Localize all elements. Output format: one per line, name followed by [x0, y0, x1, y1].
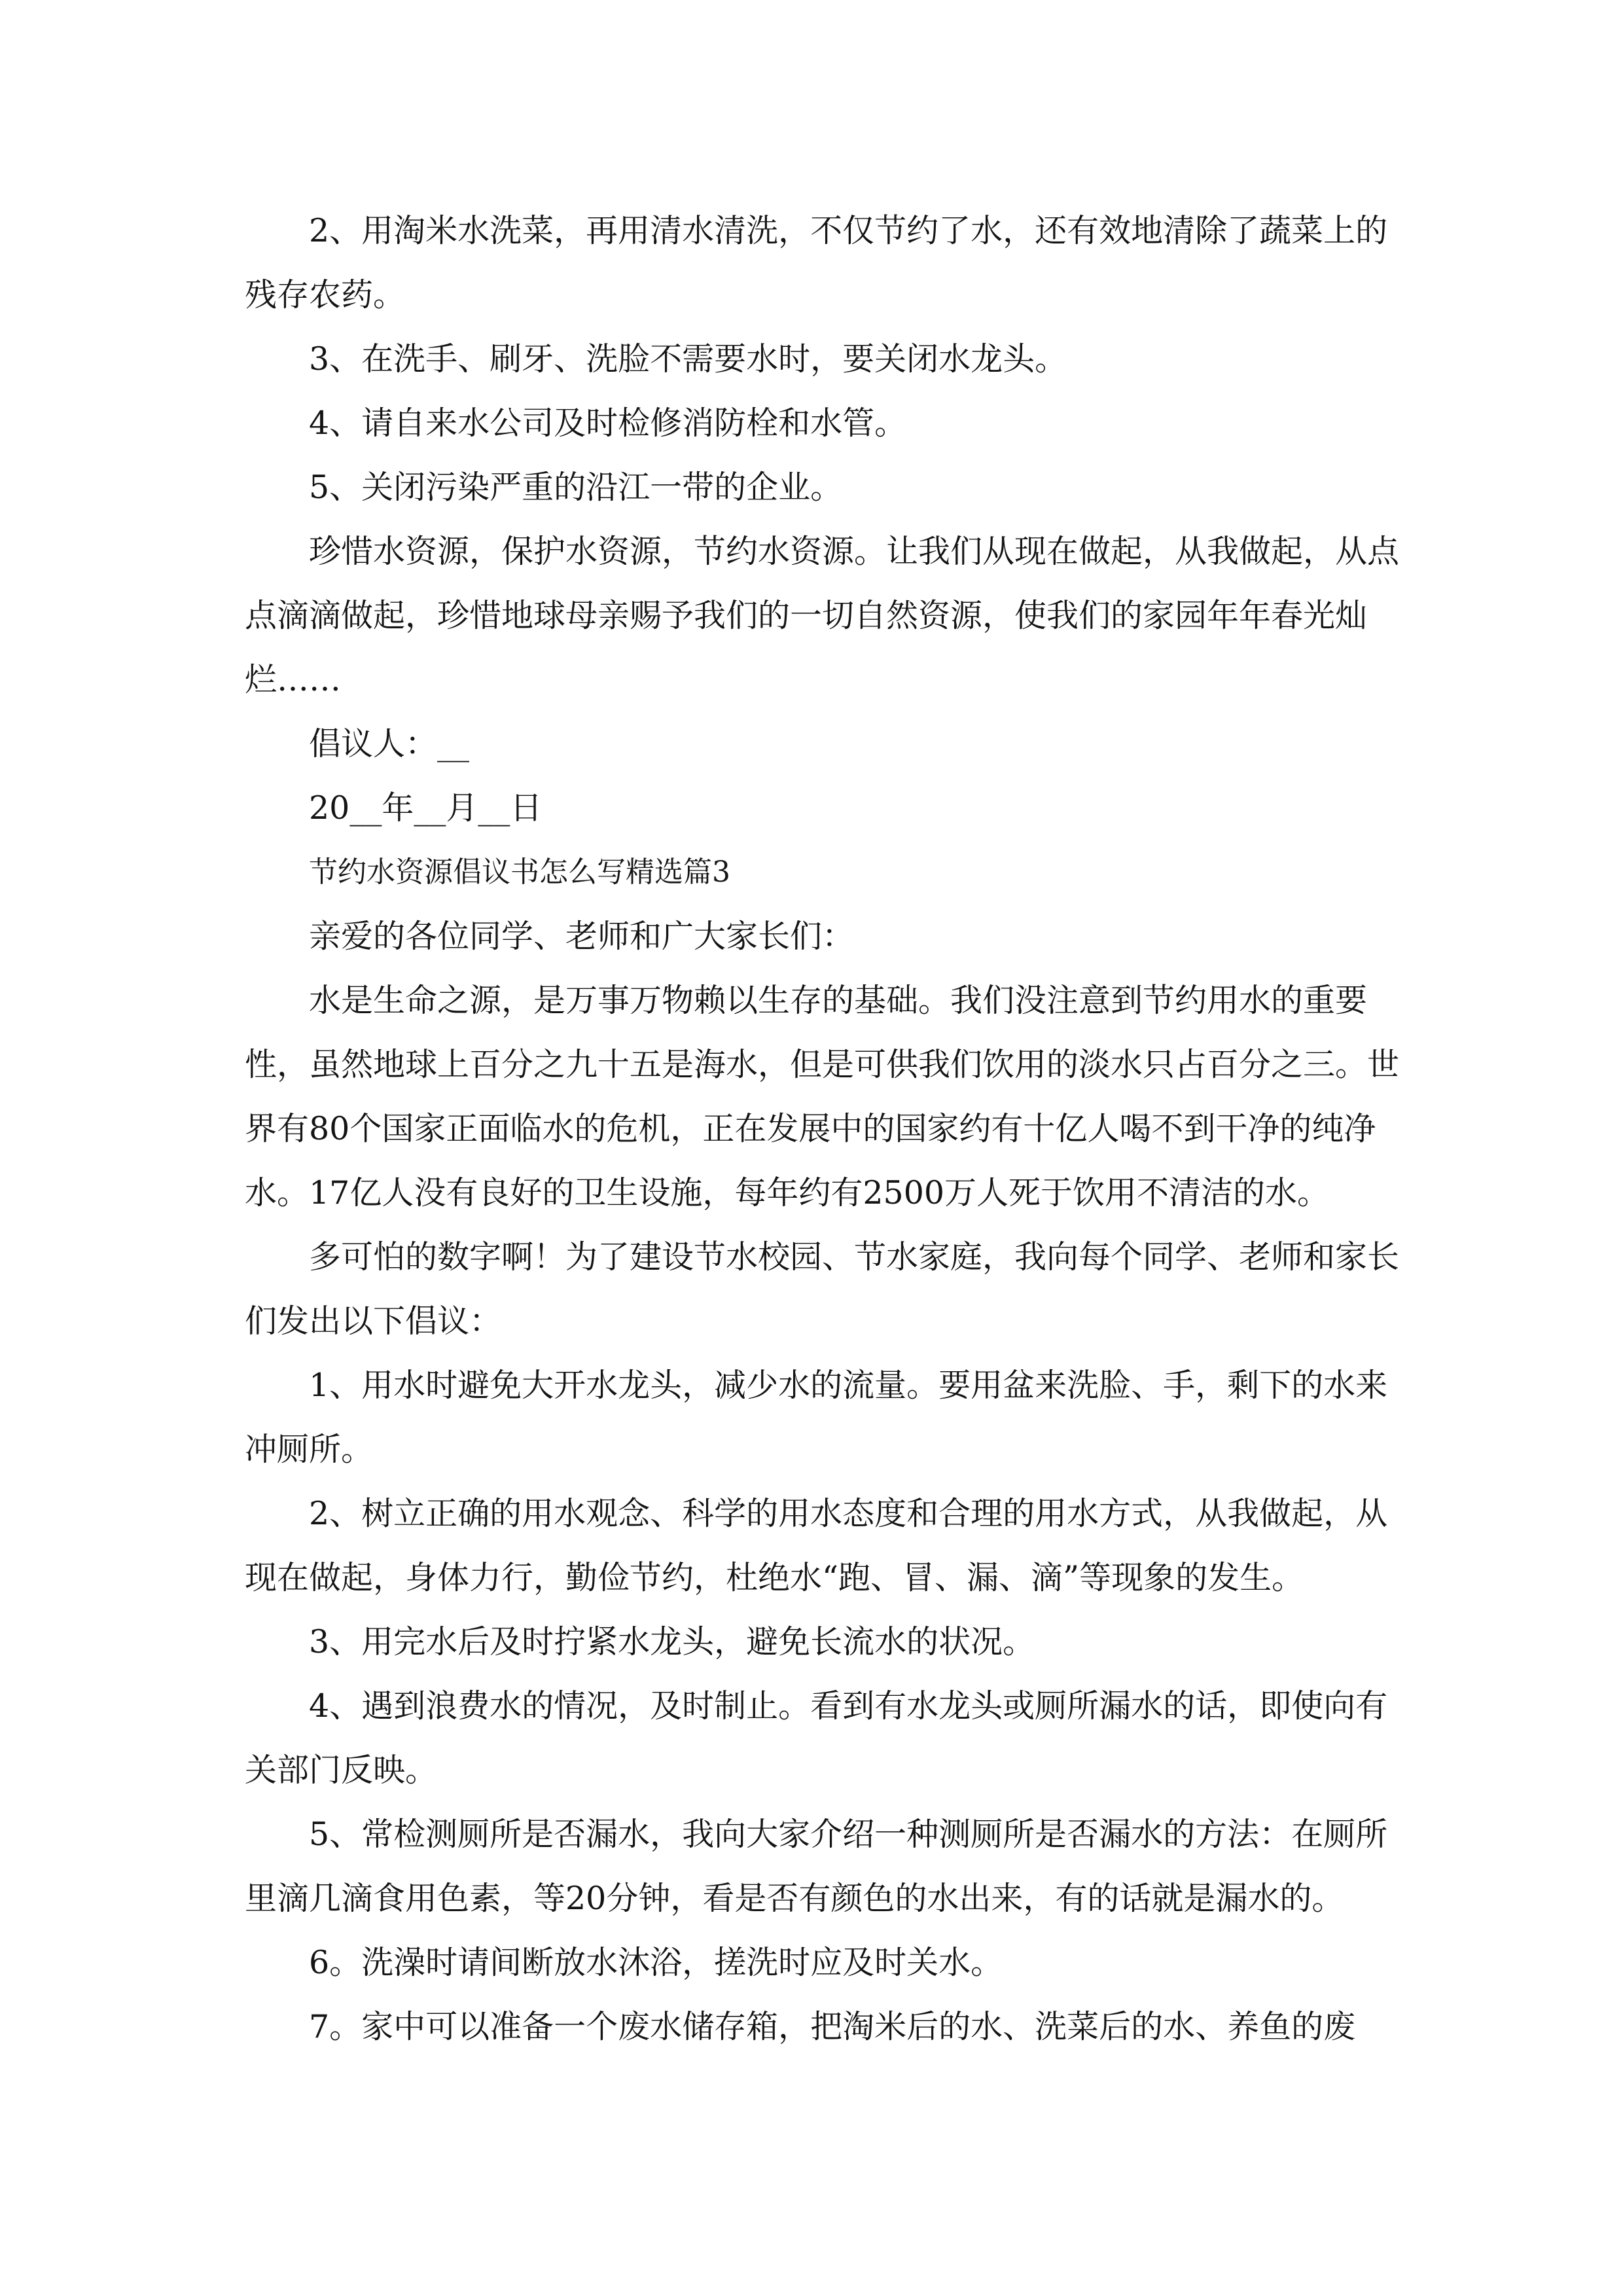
proposal-item-1: 1、用水时避免大开水龙头，减少水的流量。要用盆来洗脸、手，剩下的水来冲厕所。 — [245, 1367, 1388, 1468]
proposal-item-6: 6。洗澡时请间断放水沐浴，搓洗时应及时关水。 — [309, 1944, 1003, 1981]
proposal-item-4: 4、遇到浪费水的情况，及时制止。看到有水龙头或厕所漏水的话，即使向有关部门反映。 — [245, 1687, 1388, 1789]
proposal-item-5: 5、常检测厕所是否漏水，我向大家介绍一种测厕所是否漏水的方法：在厕所里滴几滴食用色素，等20分钟，看是否有颜色的水出来，有的话就是漏水的。 — [245, 1816, 1388, 1917]
proposal-item-2: 2、树立正确的用水观念、科学的用水态度和合理的用水方式，从我做起，从现在做起，身体力行，勤俭节约，杜绝水“跑、冒、漏、滴”等现象的发生。 — [245, 1495, 1388, 1596]
paragraph-item-2-wash-vegetables: 2、用淘米水洗菜，再用清水清洗，不仅节约了水，还有效地清除了蔬菜上的残存农药。 — [245, 212, 1388, 314]
paragraph-item-5-close-polluters: 5、关闭污染严重的沿江一带的企业。 — [309, 469, 843, 506]
paragraph-item-4-repair-pipes: 4、请自来水公司及时检修消防栓和水管。 — [309, 404, 907, 442]
date-line: 20__年__月__日 — [309, 789, 543, 827]
paragraph-conclusion: 珍惜水资源，保护水资源，节约水资源。让我们从现在做起，从我做起，从点点滴滴做起，珍惜地球母亲赐予我们的一切自然资源，使我们的家园年年春光灿烂…… — [245, 533, 1400, 698]
document-body — [245, 199, 1416, 2059]
salutation: 亲爱的各位同学、老师和广大家长们： — [309, 918, 855, 955]
proposal-item-7: 7。家中可以准备一个废水储存箱，把淘米后的水、洗菜后的水、养鱼的废 — [309, 2008, 1356, 2045]
paragraph-initiative-intro: 多可怕的数字啊！为了建设节水校园、节水家庭，我向每个同学、老师和家长们发出以下倡议： — [245, 1238, 1400, 1340]
paragraph-item-3-close-tap: 3、在洗手、刷牙、洗脸不需要水时，要关闭水龙头。 — [309, 340, 1067, 378]
proposal-item-3: 3、用完水后及时拧紧水龙头，避免长流水的状况。 — [309, 1623, 1035, 1660]
signature-line: 倡议人：__ — [309, 725, 470, 762]
paragraph-water-facts: 水是生命之源，是万事万物赖以生存的基础。我们没注意到节约用水的重要性，虽然地球上百分之九十五是海水，但是可供我们饮用的淡水只占百分之三。世界有80个国家正面临水的危机，正在发展中的国家约有十亿人喝不到干净的纯净水。17亿人没有良好的卫生设施，每年约有2500万人死于饮用不清洁的水。 — [245, 982, 1400, 1211]
section-heading: 节约水资源倡议书怎么写精选篇3 — [309, 855, 730, 889]
